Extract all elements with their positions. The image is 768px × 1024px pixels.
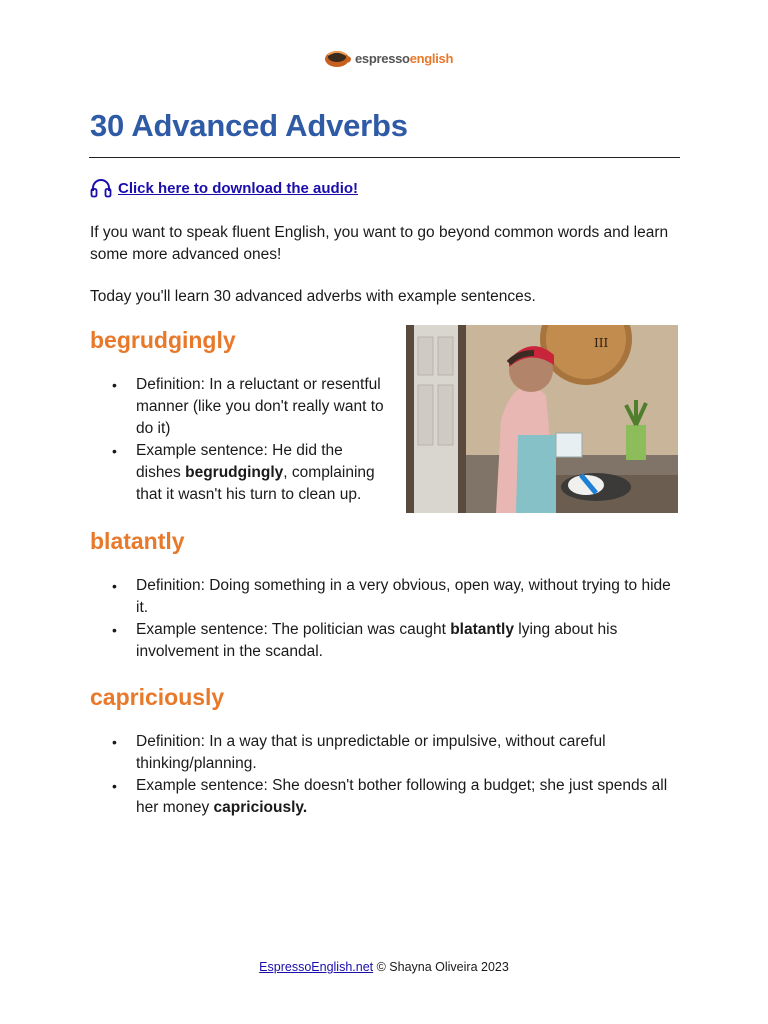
definition-item: • Definition: In a way that is unpredictable or impulsive, without careful thinking/planning. [90,731,680,775]
svg-text:III: III [594,336,609,350]
entry-heading: blatantly [90,528,185,554]
definition-item: • Definition: Doing something in a very obvious, open way, without trying to hide it. [90,575,680,619]
espresso-english-link[interactable]: EspressoEnglish.net [259,960,374,974]
dishwashing-photo [406,325,678,513]
espresso-english-logo [324,47,453,69]
intro-paragraph-2: Today you'll learn 30 advanced adverbs with example sentences. [90,288,536,305]
logo-wordmark: espressoenglish [355,50,454,66]
page-title: 30 Advanced Adverbs [90,108,408,143]
definition-item: • Definition: In a reluctant or resentful manner (like you don't really want to do it) [90,374,390,440]
entry-list [90,575,680,663]
page-footer [0,960,768,974]
title-divider [89,157,680,158]
copyright-text: © Shayna Oliveira 2023 [373,960,509,974]
example-item: • Example sentence: She doesn't bother following a budget; she just spends all her money capriciously. [90,775,680,819]
entry-heading: begrudgingly [90,327,236,353]
example-item: • Example sentence: He did the dishes begrudgingly, complaining that it wasn't his turn to clean up. [90,440,390,506]
example-item: • Example sentence: The politician was caught blatantly lying about his involvement in the scandal. [90,619,680,663]
entry-list [90,731,680,819]
intro-paragraph: If you want to speak fluent English, you want to go beyond common words and learn some more advanced ones! [90,224,669,263]
headphones-icon [90,178,112,198]
download-audio-label: Click here to download the audio! [118,179,359,197]
entry-heading: capriciously [90,684,225,710]
download-audio-link[interactable] [90,178,358,198]
entry-list [90,374,390,506]
coffee-cup-icon [324,47,352,69]
